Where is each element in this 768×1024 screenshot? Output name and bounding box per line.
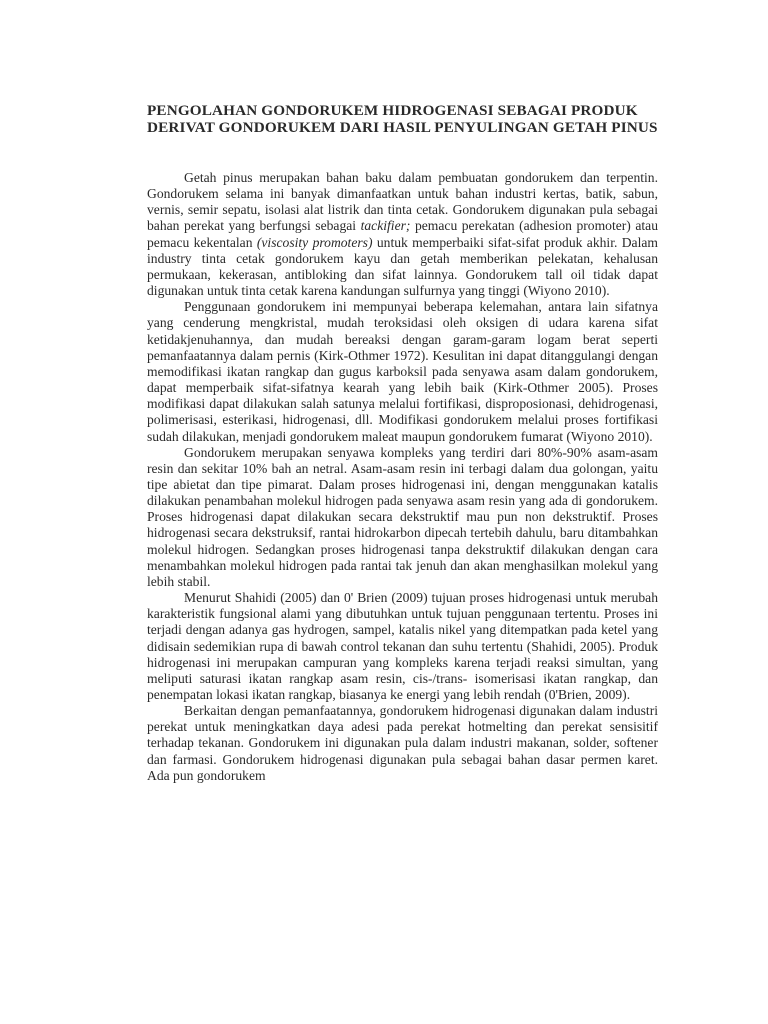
paragraph-1-text-c: untuk memperbaiki sifat-sifat produk akhir. Dalam industry tinta cetak gondorukem kayu dan getah memberikan pelekatan, kehalusan permukaan, kekerasan, antibloking dan sifat lainnya. Gondorukem tall oil tidak dapat digunakan untuk tinta cetak karena kandungan sulfurnya yang tinggi (Wiyono 2010). [147,234,658,299]
paragraph-4: Menurut Shahidi (2005) dan 0' Brien (2009) tujuan proses hidrogenasi untuk merubah karakteristik fungsional alami yang dibutuhkan untuk tujuan penggunaan tertentu. Proses ini terjadi dengan adanya gas hydrogen, sampel, katalis nikel yang ditempatkan pada ketel yang didisain sedemikian rupa di bawah control tekanan dan suhu tertentu (Shahidi, 2005). Produk hidrogenasi ini merupakan campuran yang kompleks karena terjadi reaksi simultan, yang meliputi saturasi ikatan rangkap asam resin, cis-/trans- isomerisasi ikatan rangkap, dan penempatan lokasi ikatan rangkap, biasanya ke energi yang lebih rendah (0'Brien, 2009). [147,590,658,702]
document-title: PENGOLAHAN GONDORUKEM HIDROGENASI SEBAGAI PRODUK DERIVAT GONDORUKEM DARI HASIL PENYULINGAN GETAH PINUS [147,102,658,136]
paragraph-1-text-b: pemacu perekatan (adhesion promoter) atau pemacu kekentalan [147,218,658,250]
paragraph-1-tackifier: tackifier; [360,218,411,234]
paragraph-5: Berkaitan dengan pemanfaatannya, gondorukem hidrogenasi digunakan dalam industri perekat untuk meningkatkan daya adesi pada perekat hotmelting dan perekat sensisitif terhadap tekanan. Gondorukem ini digunakan pula dalam industri makanan, solder, softener dan farmasi. Gondorukem hidrogenasi digunakan pula sebagai bahan dasar permen karet. Ada pun gondorukem [147,703,658,783]
paragraph-1-text-a: Getah pinus merupakan bahan baku dalam pembuatan gondorukem dan terpentin. Gondorukem selama ini banyak dimanfaatkan untuk bahan industri kertas, batik, sabun, vernis, semir sepatu, isolasi alat listrik dan tinta cetak. Gondorukem digunakan pula sebagai bahan perekat yang berfungsi sebagai [147,170,658,234]
paragraph-1 [147,170,658,299]
paragraph-1-viscosity: (viscosity promoters) [256,234,373,250]
paragraph-3: Gondorukem merupakan senyawa kompleks yang terdiri dari 80%-90% asam-asam resin dan sekitar 10% bah an netral. Asam-asam resin ini terbagi dalam dua golongan, yaitu tipe abietat dan tipe pimarat. Dalam proses hidrogenasi ini, dengan menggunakan katalis dilakukan penambahan molekul hidrogen pada senyawa asam resin yang ada di gondorukem. Proses hidrogenasi dapat dilakukan secara dekstruktif mau pun non dekstruktif. Proses hidrogenasi secara dekstruksif, rantai hidrokarbon dipecah tertebih dahulu, baru ditambahkan molekul hidrogen. Sedangkan proses hidrogenasi tanpa dekstruktif dilakukan dengan cara menambahkan molekul hidrogen pada rantai tak jenuh dan akan menghasilkan molekul yang lebih stabil. [147,444,658,589]
document-body [147,170,658,784]
paragraph-2: Penggunaan gondorukem ini mempunyai beberapa kelemahan, antara lain sifatnya yang cenderung mengkristal, mudah teroksidasi oleh oksigen di udara karena sifat ketidakjenuhannya, dan mudah bereaksi dengan garam-garam logam berat seperti pemanfaatannya dalam pernis (Kirk-Othmer 1972). Kesulitan ini dapat ditanggulangi dengan memodifikasi ikatan rangkap dan gugus karboksil pada senyawa asam dalam gondorukem, dapat memperbaik sifat-sifatnya kearah yang lebih baik (Kirk-Othmer 2005). Proses modifikasi dapat dilakukan salah satunya melalui fortifikasi, disproposionasi, dehidrogenasi, polimerisasi, esterikasi, hidrogenasi, dll. Modifikasi gondorukem melalui proses fortifikasi sudah dilakukan, menjadi gondorukem maleat maupun gondorukem fumarat (Wiyono 2010). [147,299,658,444]
